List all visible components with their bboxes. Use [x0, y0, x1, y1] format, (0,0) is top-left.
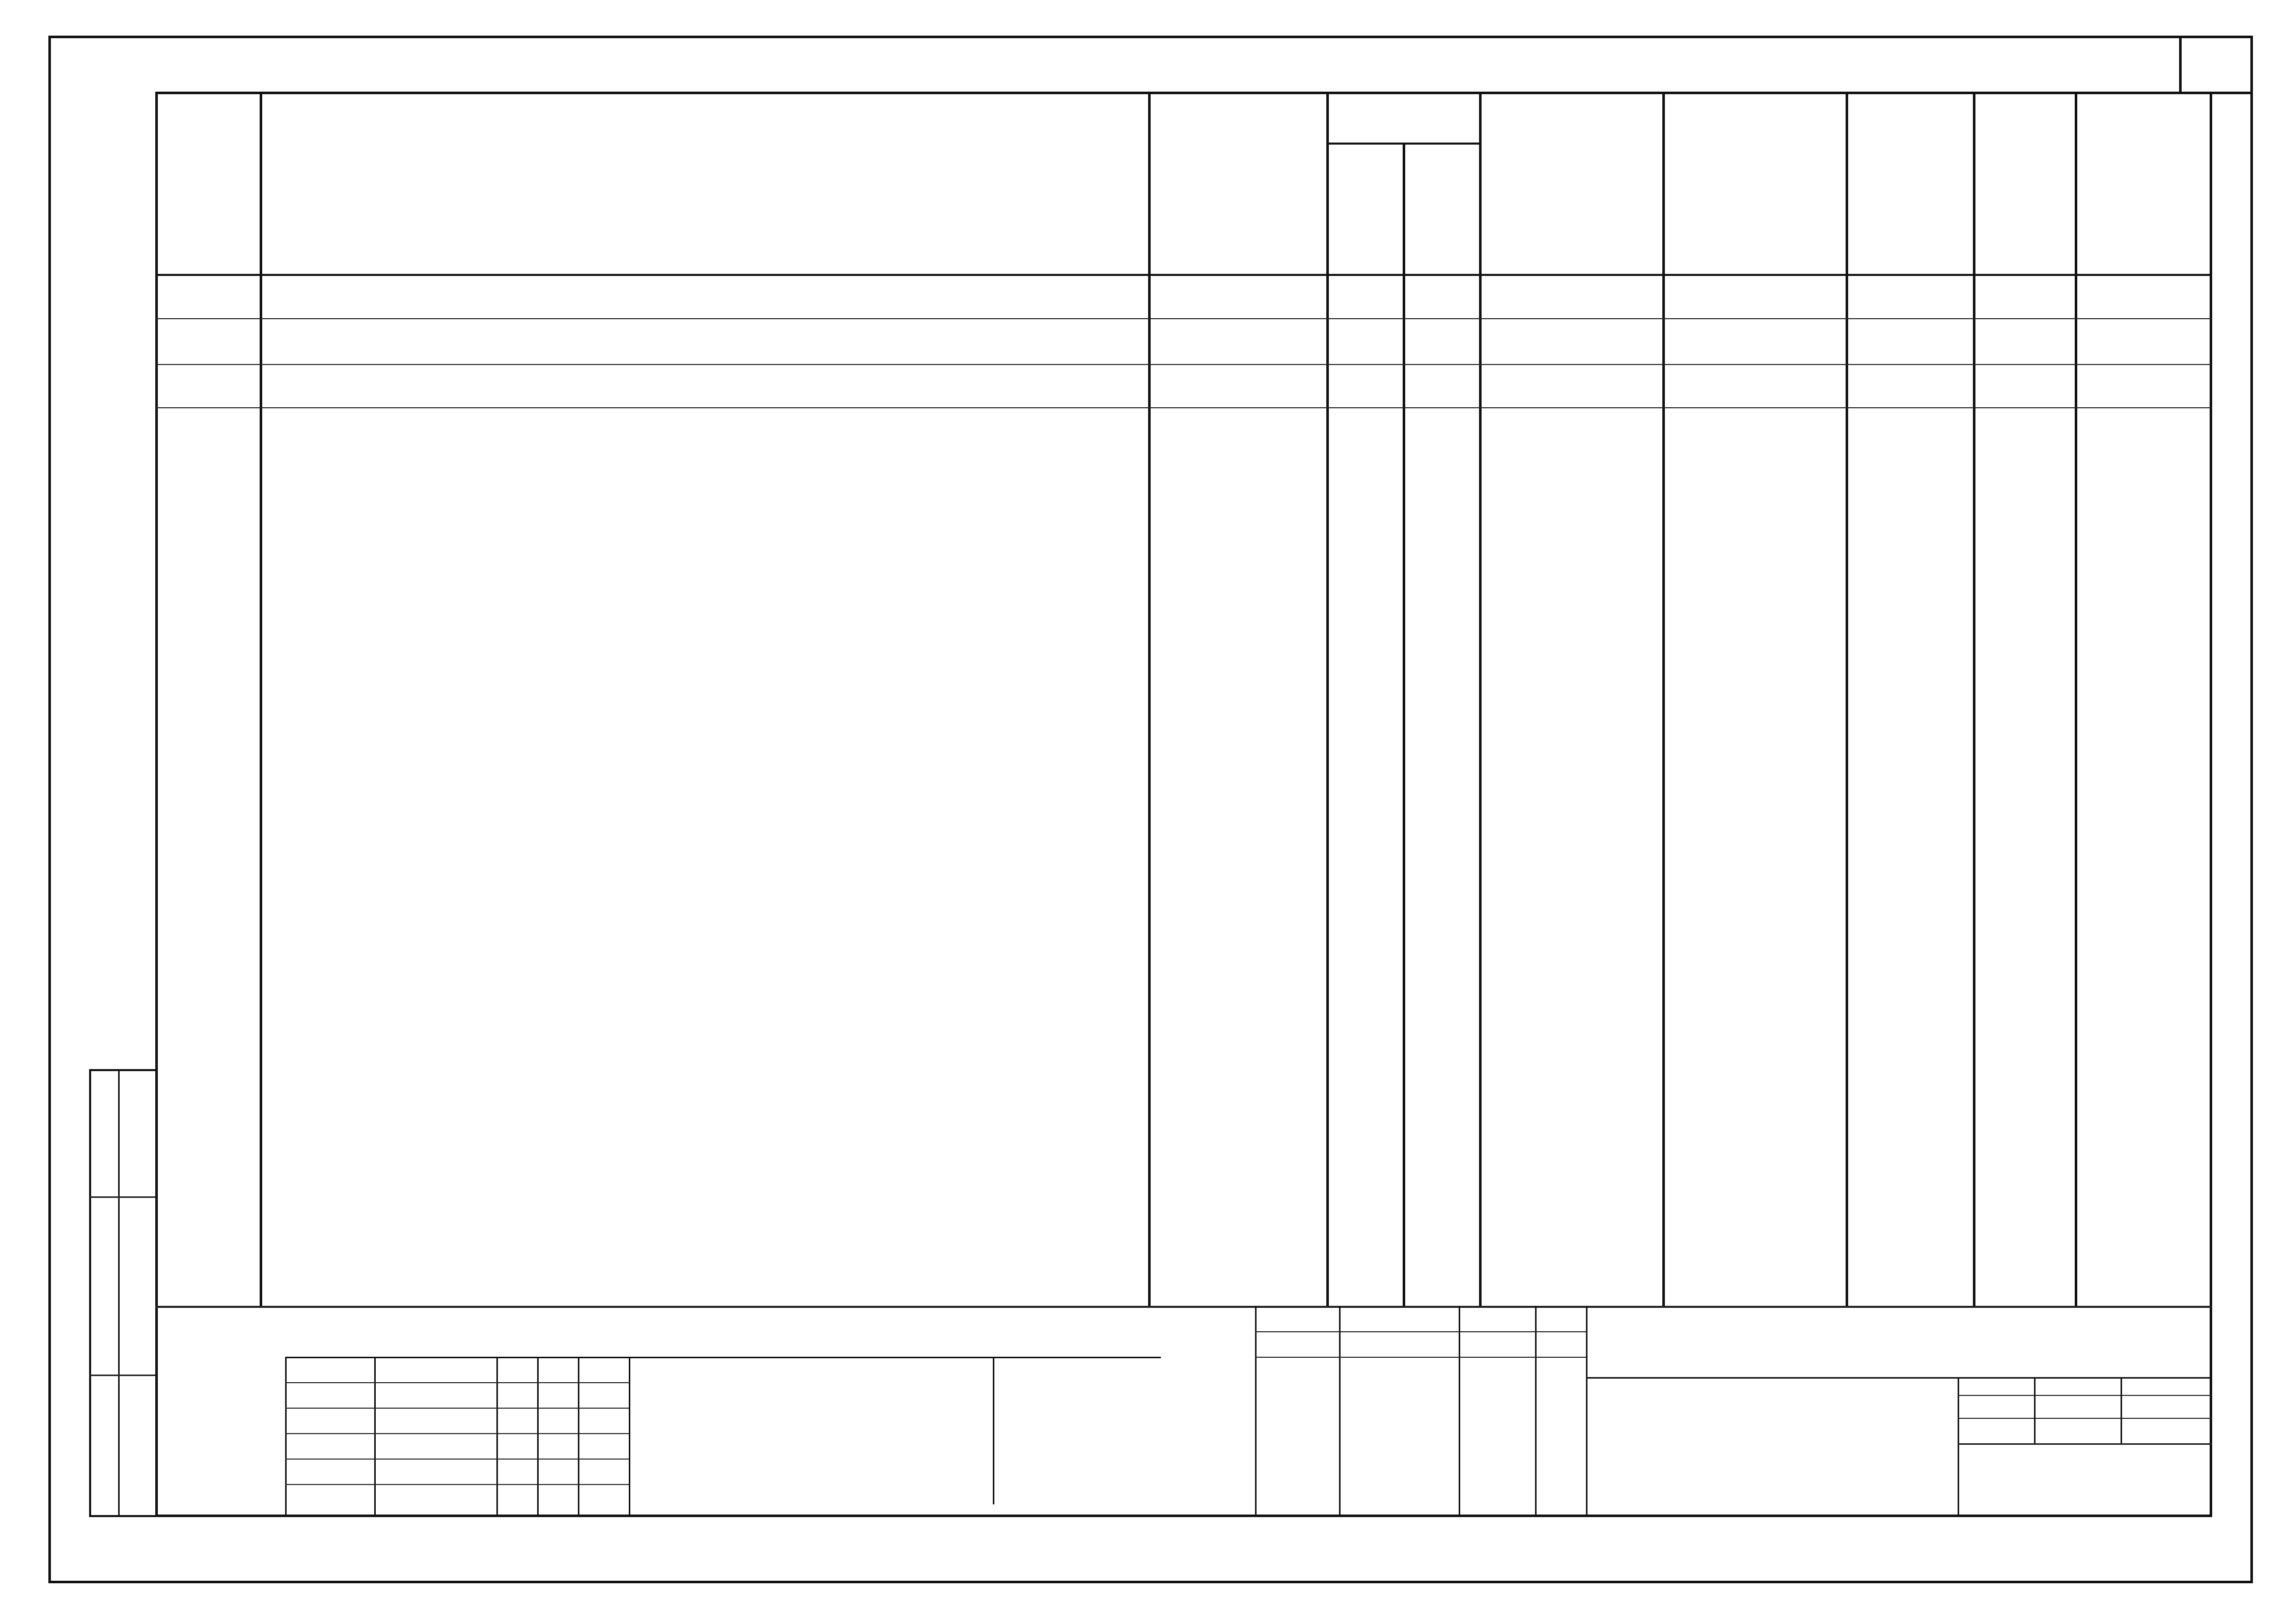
approval-grid-line — [285, 1484, 629, 1485]
approval-grid-line — [496, 1357, 498, 1515]
sign-grid-line — [1339, 1306, 1341, 1515]
sign-grid-line — [1255, 1306, 1257, 1515]
approval-grid-line — [374, 1357, 376, 1515]
title-line — [1958, 1443, 2212, 1445]
sign-grid-line — [1255, 1357, 1586, 1358]
approval-grid-line — [285, 1408, 629, 1409]
sign-grid-line — [1535, 1306, 1537, 1515]
approval-grid — [285, 1357, 1161, 1516]
title-line — [2121, 1377, 2122, 1443]
side-stamp-line — [89, 1196, 158, 1198]
sign-grid-line — [1255, 1331, 1586, 1332]
title-line — [1958, 1418, 2212, 1419]
title-line — [1958, 1395, 2212, 1396]
title-line — [2034, 1377, 2036, 1443]
side-stamp-divider — [118, 1069, 120, 1517]
header-bottom-line — [155, 274, 2212, 276]
sign-grid-line — [1586, 1306, 1587, 1515]
approval-grid-line — [578, 1357, 579, 1515]
col-line — [1403, 143, 1405, 1306]
approval-grid-line — [629, 1357, 630, 1515]
approval-grid-line — [285, 1357, 287, 1515]
title-block — [155, 1306, 2212, 1517]
row-line — [155, 318, 2212, 319]
approval-grid-line — [285, 1433, 629, 1434]
sign-grid-line — [1459, 1306, 1460, 1515]
approval-grid-line — [537, 1357, 539, 1515]
side-stamp — [89, 1069, 158, 1517]
approval-grid-line — [285, 1459, 629, 1460]
title-line — [1958, 1377, 1959, 1515]
spec-table — [155, 92, 2217, 1517]
approval-grid-line — [285, 1382, 629, 1383]
approval-grid-line — [993, 1357, 994, 1504]
side-stamp-line — [89, 1375, 158, 1376]
row-line — [155, 407, 2212, 408]
sheet-number-box — [2179, 36, 2253, 94]
table-border — [155, 92, 2212, 1517]
row-line — [155, 364, 2212, 365]
header-line — [1326, 143, 1479, 145]
title-line — [1586, 1377, 2212, 1379]
